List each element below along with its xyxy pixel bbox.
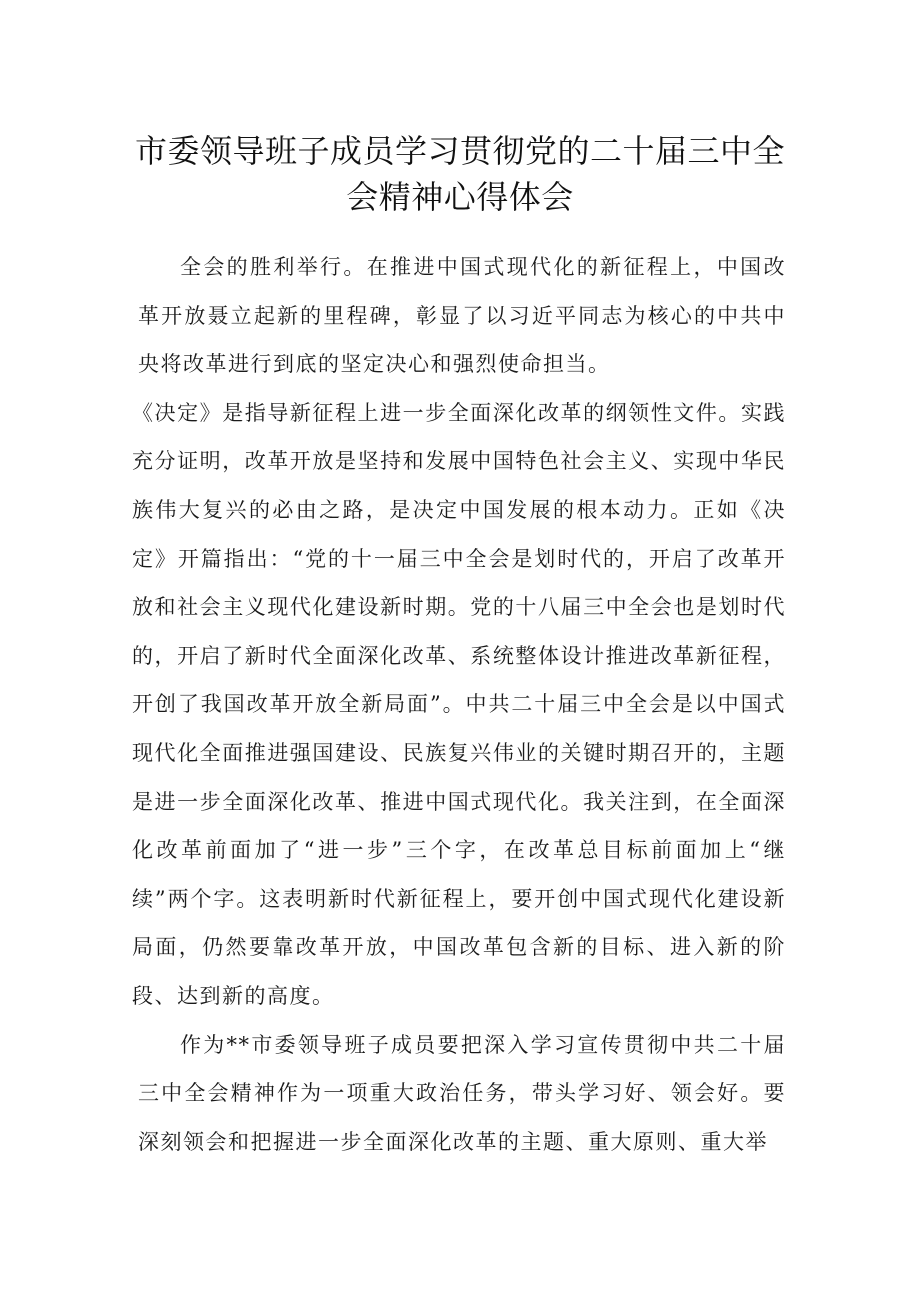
title-line-1: 市委领导班子成员学习贯彻党的二十届三中全 <box>134 132 785 170</box>
paragraph-1: 全会的胜利举行。在推进中国式现代化的新征程上，中国改革开放聂立起新的里程碑，彰显了以习近平同志为核心的中共中央将改革进行到底的坚定决心和强烈使命担当。 <box>138 255 786 377</box>
document-title <box>120 128 800 220</box>
title-line-2: 会精神心得体会 <box>346 178 574 216</box>
paragraph-2: 《决定》是指导新征程上进一步全面深化改革的纲领性文件。实践充分证明，改革开放是坚持和发展中国特色社会主义、实现中华民族伟大复兴的必由之路，是决定中国发展的根本动力。正如《决定》开篇指出：“党的十一届三中全会是划时代的，开启了改革开放和社会主义现代化建设新时期。党的十八届三中全会也是划时代的，开启了新时代全面深化改革、系统整体设计推进改革新征程，开创了我国改革开放全新局面”。中共二十届三中全会是以中国式现代化全面推进强国建设、民族复兴伟业的关键时期召开的，主题是进一步全面深化改革、推进中国式现代化。我关注到，在全面深化改革前面加了“进一步”三个字，在改革总目标前面加上“继续”两个字。这表明新时代新征程上，要开创中国式现代化建设新局面，仍然要靠改革开放，中国改革包含新的目标、进入新的阶段、达到新的高度。 <box>132 400 786 1008</box>
document-body <box>132 243 786 1166</box>
paragraph-3: 作为**市委领导班子成员要把深入学习宣传贯彻中共二十届三中全会精神作为一项重大政治任务，带头学习好、领会好。要深刻领会和把握进一步全面深化改革的主题、重大原则、重大举 <box>138 1032 786 1154</box>
